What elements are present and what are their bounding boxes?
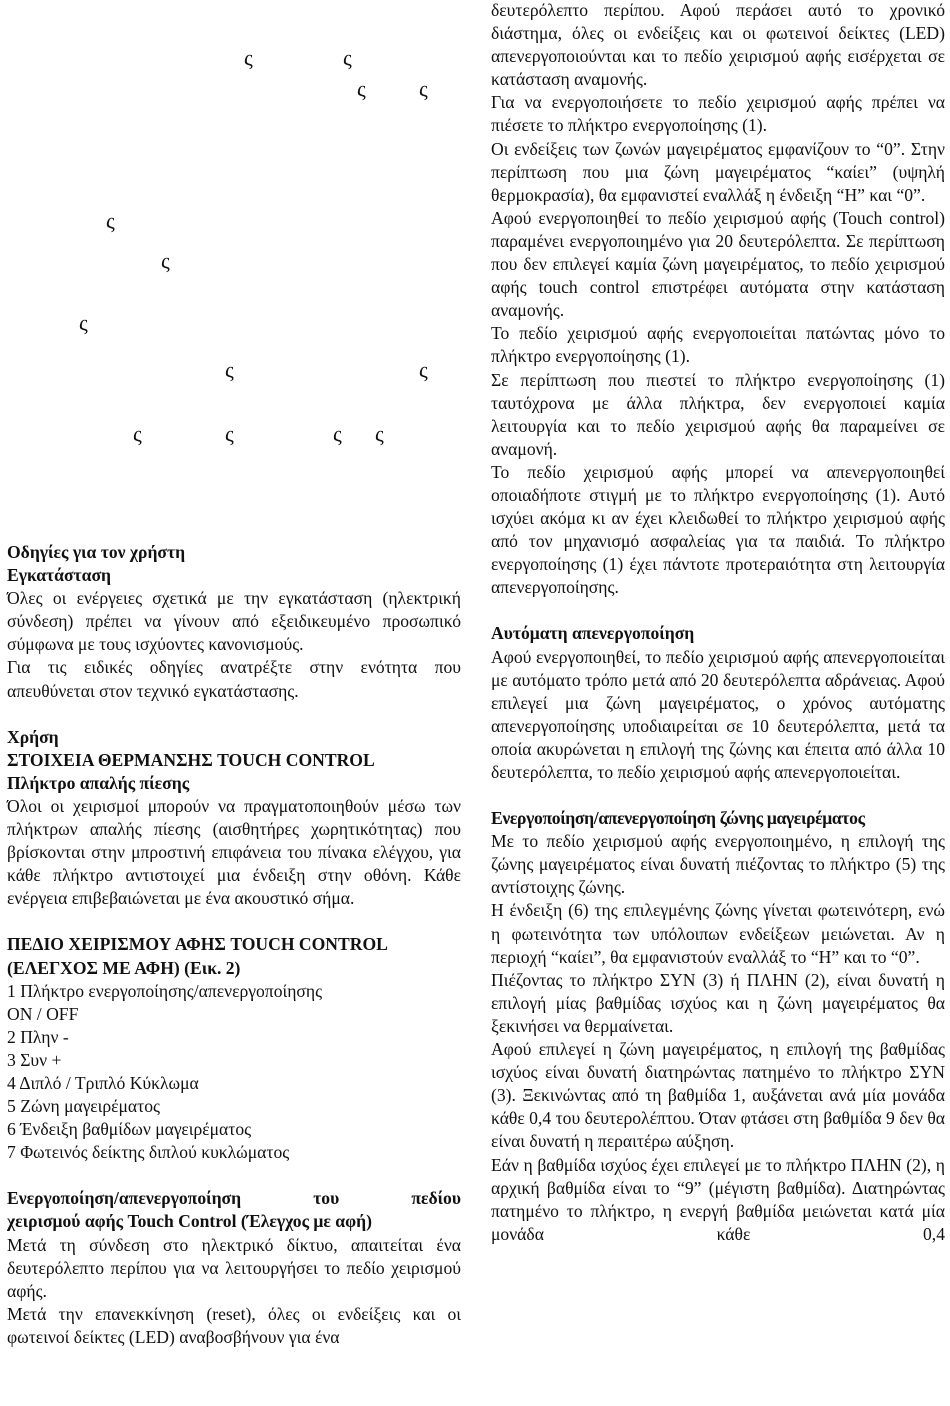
reset-paragraph: Μετά την επανεκκίνηση (reset), όλες οι ενδείξεις και οι φωτεινοί δείκτες (LED) αναβοσβήνουν για ένα: [7, 1303, 461, 1347]
stray-glyph: ς: [333, 421, 342, 446]
document-title: Οδηγίες για τον χρήστη: [7, 542, 186, 562]
legend-item: 7 Φωτεινός δείκτης διπλού κυκλώματος: [7, 1142, 290, 1163]
legend-item: 4 Διπλό / Τριπλό Κύκλωμα: [7, 1072, 199, 1093]
stray-glyph: ς: [106, 208, 115, 233]
zone-select-paragraph: Με το πεδίο χειρισμού αφής ενεργοποιημένο, η επιλογή της ζώνης μαγειρέματος είναι δυνατή πιέζοντας το πλήκτρο (5) της αντίστοιχης ζώνης.: [491, 831, 945, 898]
install-heading: Εγκατάσταση: [7, 565, 112, 586]
legend-item: 2 Πλην -: [7, 1026, 69, 1047]
legend-item: 1 Πλήκτρο ενεργοποίησης/απενεργοποίησης: [7, 980, 323, 1001]
stray-glyph: ς: [419, 357, 428, 382]
reset-paragraph-continued: δευτερόλεπτο περίπου. Αφού περάσει αυτό το χρονικό διάστημα, όλες οι ενδείξεις και οι φωτεινοί δείκτες (LED) απενεργοποιούνται και το πεδίο χειρισμού αφής εισέρχεται σε κατάσταση αναμονής.: [491, 0, 945, 90]
install-paragraph: Όλες οι ενέργειες σχετικά με την εγκατάσταση (ηλεκτρική σύνδεση) πρέπει να γίνουν από εξειδικευμένο προσωπικό σύμφωνα με τους ισχύοντες κανονισμούς.: [7, 588, 461, 655]
activation-paragraph: Για να ενεργοποιήσετε το πεδίο χειρισμού αφής πρέπει να πιέσετε το πλήκτρο ενεργοποίησης (1).: [491, 92, 945, 136]
zone-display-paragraph: Οι ενδείξεις των ζωνών μαγειρέματος εμφανίζουν το “0”. Στην περίπτωση που μια ζώνη μαγειρέματος “καίει” (υψηλή θερμοκρασία), θα εμφανιστεί εναλλάξ η ένδειξη “H” και “0”.: [491, 138, 945, 205]
stray-glyph: ς: [225, 421, 234, 446]
zone-indicator-paragraph: Η ένδειξη (6) της επιλεγμένης ζώνης γίνεται φωτεινότερη, ενώ η φωτεινότητα των υπόλοιπων ενδείξεων μειώνεται. Αν η περιοχή “καίει”, θα εμφανιστούν εναλλάξ το “H” και το “0”.: [491, 900, 945, 967]
legend-item: 3 Συν +: [7, 1049, 62, 1070]
stray-glyph: ς: [79, 310, 88, 335]
onoff-paragraph: Μετά τη σύνδεση στο ηλεκτρικό δίκτυο, απαιτείται ένα δευτερόλεπτο περίπου για να λειτουργήσει το πεδίο χειρισμού αφής.: [7, 1234, 461, 1301]
heating-elements-heading: ΣΤΟΙΧΕΙΑ ΘΕΡΜΑΝΣΗΣ TOUCH CONTROL: [7, 749, 375, 770]
install-note: Για τις ειδικές οδηγίες ανατρέξτε στην ενότητα που απευθύνεται στον τεχνικό εγκατάστασης.: [7, 657, 461, 701]
auto-off-heading: Αυτόματη απενεργοποίηση: [491, 623, 695, 644]
right-column: [491, 0, 945, 1246]
legend-item: 6 Ένδειξη βαθμίδων μαγειρέματος: [7, 1119, 252, 1140]
legend-item: ON / OFF: [7, 1003, 79, 1024]
stray-glyph: ς: [133, 421, 142, 446]
stray-glyph: ς: [244, 45, 253, 70]
power-increase-paragraph: Αφού επιλεγεί η ζώνη μαγειρέματος, η επιλογή της βαθμίδας ισχύος είναι δυνατή διατηρώντας πατημένο το πλήκτρο ΣΥΝ (3). Ξεκινώντας από τη βαθμίδα 1, αυξάνεται ανά μία μονάδα κάθε 0,4 του δευτερολέπτου. Όταν φτάσει στη βαθμίδα 9 δεν θα είναι δυνατή η περαιτέρω αύξηση.: [491, 1039, 945, 1152]
simultaneous-keys-paragraph: Σε περίπτωση που πιεστεί το πλήκτρο ενεργοποίησης (1) ταυτόχρονα με άλλα πλήκτρα, δεν ενεργοποιεί καμία λειτουργία και το πεδίο χειρισμού αφής θα παραμείνει σε αναμονή.: [491, 369, 945, 459]
stray-glyph: ς: [161, 248, 170, 273]
stray-glyph: ς: [419, 76, 428, 101]
deactivation-paragraph: Το πεδίο χειρισμού αφής μπορεί να απενεργοποιηθεί οποιαδήποτε στιγμή με το πλήκτρο ενεργοποίησης (1). Αυτό ισχύει ακόμα κι αν έχει κλειδωθεί το πλήκτρο χειρισμού αφής από τον μηχανισμό ασφαλείας για τα παιδιά. Το πλήκτρο ενεργοποίησης (1) έχει πάντοτε προτεραιότητα στη λειτουργία απενεργοποίησης.: [491, 461, 945, 598]
active-duration-paragraph: Αφού ενεργοποιηθεί το πεδίο χειρισμού αφής (Touch control) παραμένει ενεργοποιημένο για 20 δευτερόλεπτα. Σε περίπτωση που δεν επιλεγεί καμία ζώνη μαγειρέματος, το πεδίο χειρισμού αφής touch control επιστρέφει αυτόματα στην κατάσταση αναμονής.: [491, 207, 945, 321]
onoff-heading-line2: χειρισμού αφής Touch Control (Έλεγχος με αφή): [7, 1211, 372, 1232]
power-decrease-paragraph: Εάν η βαθμίδα ισχύος έχει επιλεγεί με το πλήκτρο ΠΛΗΝ (2), η αρχική βαθμίδα είναι το “9” (μέγιστη βαθμίδα). Διατηρώντας πατημένο το πλήκτρο, η ενεργή βαθμίδα μειώνεται κατά μία μονάδα κάθε 0,4: [491, 1154, 945, 1244]
legend-item: 5 Ζώνη μαγειρέματος: [7, 1096, 160, 1117]
stray-glyph: ς: [357, 76, 366, 101]
sensor-key-paragraph: Όλοι οι χειρισμοί μπορούν να πραγματοποιηθούν μέσω των πλήκτρων απαλής πίεσης (αισθητήρες χωρητικότητας) που βρίσκονται στην μπροστινή επιφάνεια του πίνακα ελέγχου, για κάθε πλήκτρο αντιστοιχεί μια ένδειξη στην οθόνη. Κάθε ενέργεια επιβεβαιώνεται με ένα ακουστικό σήμα.: [7, 795, 461, 909]
stray-glyph: ς: [225, 357, 234, 382]
activation-key-paragraph: Το πεδίο χειρισμού αφής ενεργοποιείται πατώντας μόνο το πλήκτρο ενεργοποίησης (1).: [491, 323, 945, 367]
onoff-heading-line1: Ενεργοποίηση/απενεργοποίηση του πεδίου: [7, 1188, 461, 1209]
usage-heading: Χρήση: [7, 726, 59, 747]
stray-glyph: ς: [375, 421, 384, 446]
left-column: [7, 541, 461, 1349]
sensor-key-heading: Πλήκτρο απαλής πίεσης: [7, 772, 190, 793]
stray-glyph: ς: [343, 45, 352, 70]
touch-panel-heading: ΠΕΔΙΟ ΧΕΙΡΙΣΜΟΥ ΑΦΗΣ TOUCH CONTROL (ΕΛΕΓΧΟΣ ΜΕ ΑΦΗ) (Εικ. 2): [7, 934, 387, 978]
power-level-paragraph: Πιέζοντας το πλήκτρο ΣΥΝ (3) ή ΠΛΗΝ (2), είναι δυνατή η επιλογή μίας βαθμίδας ισχύος και η ζώνη μαγειρέματος θα ξεκινήσει να θερμαίνεται.: [491, 969, 945, 1036]
zone-onoff-heading: Ενεργοποίηση/απενεργοποίηση ζώνης μαγειρέματος: [491, 808, 865, 829]
auto-off-paragraph: Αφού ενεργοποιηθεί, το πεδίο χειρισμού αφής απενεργοποιείται με αυτόματο τρόπο μετά από 20 δευτερόλεπτα αδράνειας. Αφού επιλεγεί μια ζώνη μαγειρέματος, ο χρόνος αυτόματης απενεργοποίησης υποδιαιρείται σε 10 δευτερόλεπτα, μετά τα οποία ακυρώνεται η επιλογή της ζώνης και έπειτα από άλλα 10 δευτερόλεπτα, το πεδίο χειρισμού αφής απενεργοποιείται.: [491, 646, 945, 782]
